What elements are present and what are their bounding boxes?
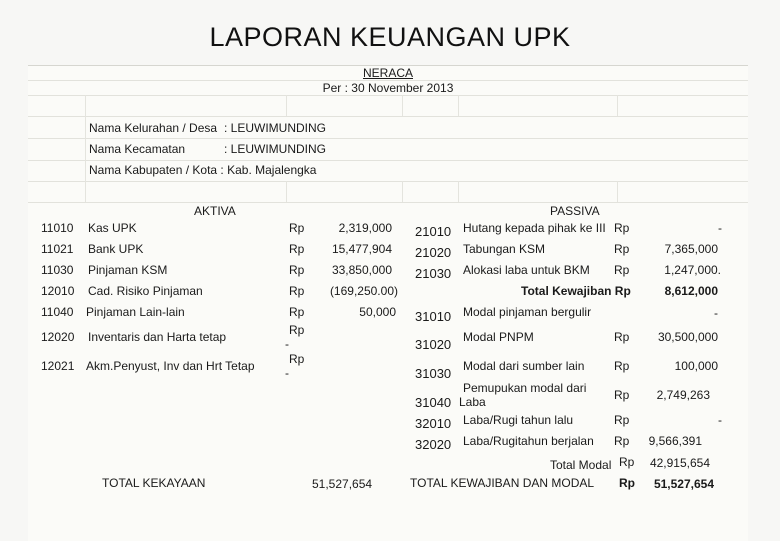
passiva-amount: 7,365,000: [664, 242, 718, 256]
aktiva-dash: -: [285, 337, 289, 351]
grand-total-value: 51,527,654: [653, 477, 714, 491]
aktiva-amount: 2,319,000: [338, 221, 392, 235]
report-date: Per : 30 November 2013: [322, 81, 454, 95]
aktiva-currency: Rp: [289, 323, 305, 337]
kecamatan-label: Nama Kecamatan: [89, 142, 186, 156]
passiva-name: Modal PNPM: [463, 330, 534, 344]
grid-line: [28, 138, 748, 139]
aktiva-currency: Rp: [289, 305, 305, 319]
grand-total-currency: Rp: [619, 476, 635, 490]
passiva-amount: 2,749,263: [656, 388, 710, 402]
grid-line: [28, 181, 748, 182]
grid-line: [402, 181, 403, 202]
kelurahan-value: : LEUWIMUNDING: [224, 121, 326, 135]
passiva-code: 21030: [415, 266, 452, 281]
aktiva-name: Inventaris dan Harta tetap: [88, 330, 227, 344]
aktiva-name: Akm.Penyust, Inv dan Hrt Tetap: [86, 359, 255, 373]
passiva-code: 31010: [415, 309, 452, 324]
grid-line: [28, 116, 748, 117]
aktiva-dash: -: [285, 366, 289, 380]
passiva-amount: 100,000: [674, 359, 718, 373]
grid-line: [28, 202, 748, 203]
total-kekayaan-label: TOTAL KEKAYAAN: [102, 476, 206, 490]
passiva-name: Tabungan KSM: [463, 242, 546, 256]
passiva-name: Laba/Rugi tahun lalu: [463, 413, 574, 427]
aktiva-code: 11010: [41, 221, 74, 235]
grid-line: [28, 95, 748, 96]
aktiva-heading: AKTIVA: [194, 204, 236, 218]
passiva-code: 32020: [415, 437, 452, 452]
grid-line: [286, 95, 287, 116]
total-modal-value: 42,915,654: [649, 456, 710, 470]
passiva-code: 21010: [415, 224, 452, 239]
passiva-heading: PASSIVA: [550, 204, 600, 218]
aktiva-amount: 33,850,000: [331, 263, 392, 277]
passiva-amount: 9,566,391: [648, 434, 702, 448]
aktiva-code: 11040: [41, 305, 74, 319]
grid-line: [617, 95, 618, 116]
aktiva-currency: Rp: [289, 284, 305, 298]
passiva-code: 31020: [415, 337, 452, 352]
total-kewajiban-value: 8,612,000: [664, 284, 718, 298]
aktiva-currency: Rp: [289, 263, 305, 277]
passiva-currency: Rp: [614, 242, 630, 256]
kabupaten-line: Nama Kabupaten / Kota : Kab. Majalengka: [89, 163, 317, 177]
passiva-amount: 30,500,000: [657, 330, 718, 344]
passiva-name: Laba/Rugitahun berjalan: [463, 434, 594, 448]
passiva-currency: Rp: [614, 434, 630, 448]
passiva-code: 31040: [415, 395, 452, 410]
passiva-code: 21020: [415, 245, 452, 260]
page-title: LAPORAN KEUANGAN UPK: [209, 22, 571, 52]
kelurahan-label: Nama Kelurahan / Desa: [89, 121, 218, 135]
passiva-currency: Rp: [614, 413, 630, 427]
passiva-amount: -: [718, 221, 722, 235]
grid-line: [458, 181, 459, 202]
passiva-amount: -: [718, 413, 722, 427]
neraca-heading: NERACA: [362, 66, 413, 80]
aktiva-name: Bank UPK: [88, 242, 144, 256]
passiva-amount: 1,247,000.: [664, 263, 721, 277]
passiva-currency: Rp: [614, 359, 630, 373]
grand-total-label: TOTAL KEWAJIBAN DAN MODAL: [410, 476, 595, 490]
aktiva-amount: (169,250.00): [329, 284, 398, 298]
passiva-name: Laba: [459, 395, 486, 409]
aktiva-amount: 50,000: [359, 305, 396, 319]
passiva-name: Alokasi laba untuk BKM: [463, 263, 590, 277]
aktiva-code: 11030: [41, 263, 74, 277]
total-kewajiban-label: Total Kewajiban Rp: [521, 284, 631, 298]
aktiva-currency: Rp: [289, 242, 305, 256]
aktiva-code: 12020: [41, 330, 75, 344]
grid-line: [28, 160, 748, 161]
aktiva-amount: 15,477,904: [331, 242, 392, 256]
total-kekayaan-value: 51,527,654: [312, 477, 373, 491]
passiva-name: Modal pinjaman bergulir: [463, 305, 592, 319]
passiva-name: Hutang kepada pihak ke III: [463, 221, 606, 235]
grid-line: [286, 181, 287, 202]
passiva-currency: Rp: [614, 330, 630, 344]
total-modal-currency: Rp: [619, 455, 635, 469]
passiva-currency: Rp: [614, 263, 630, 277]
passiva-name: Pemupukan modal dari: [463, 381, 587, 395]
passiva-code: 31030: [415, 366, 452, 381]
passiva-currency: Rp: [614, 388, 630, 402]
aktiva-currency: Rp: [289, 352, 305, 366]
passiva-code: 32010: [415, 416, 452, 431]
aktiva-name: Pinjaman Lain-lain: [86, 305, 185, 319]
aktiva-code: 12021: [41, 359, 75, 373]
aktiva-code: 12010: [41, 284, 75, 298]
aktiva-currency: Rp: [289, 221, 305, 235]
aktiva-name: Pinjaman KSM: [88, 263, 168, 277]
passiva-currency: Rp: [614, 221, 630, 235]
kecamatan-value: : LEUWIMUNDING: [224, 142, 326, 156]
aktiva-name: Kas UPK: [88, 221, 137, 235]
passiva-amount: -: [714, 306, 718, 320]
grid-line: [458, 95, 459, 116]
aktiva-code: 11021: [41, 242, 74, 256]
passiva-name: Modal dari sumber lain: [463, 359, 585, 373]
grid-line: [617, 181, 618, 202]
total-modal-label: Total Modal: [550, 458, 612, 472]
grid-line: [402, 95, 403, 116]
grid-line: [85, 95, 86, 202]
aktiva-name: Cad. Risiko Pinjaman: [88, 284, 203, 298]
